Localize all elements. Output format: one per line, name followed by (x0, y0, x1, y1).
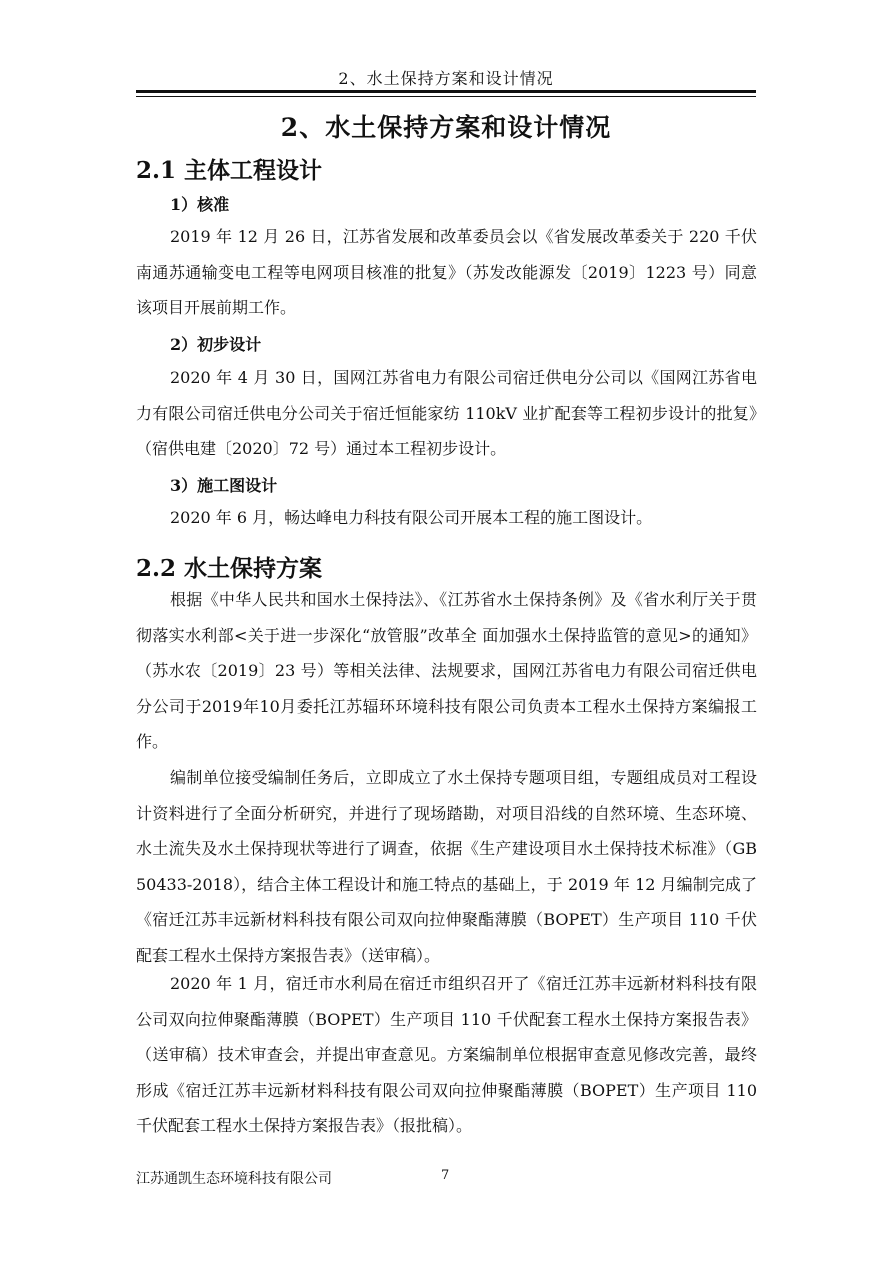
approval-heading: 1）核准 (170, 195, 230, 214)
running-header: 2、水土保持方案和设计情况 (338, 69, 554, 88)
header-rule-thick (136, 90, 756, 93)
plan-paragraph-3: 2020 年 1 月，宿迁市水利局在宿迁市组织召开了《宿迁江苏丰远新材料科技有限公司双向拉伸聚酯薄膜（BOPET）生产项目 110 千伏配套工程水土保持方案报告表》（送审稿）技术审查会，并提出审查意见。方案编制单位根据审查意见修改完善，最终形成《宿迁江苏丰远新材料科技有限公司双向拉伸聚酯薄膜（BOPET）生产项目 110 千伏配套工程水土保持方案报告表》（报批稿）。 (136, 974, 757, 1135)
plan-paragraph-2: 编制单位接受编制任务后，立即成立了水土保持专题项目组，专题组成员对工程设计资料进行了全面分析研究，并进行了现场踏勘，对项目沿线的自然环境、生态环境、水土流失及水土保持现状等进行了调查，依据《生产建设项目水土保持技术标准》（GB 50433-2018），结合主体工程设计和施工特点的基础上，于 2019 年 12 月编制完成了《宿迁江苏丰远新材料科技有限公司双向拉伸聚酯薄膜（BOPET）生产项目 110 千伏配套工程水土保持方案报告表》（送审稿）。 (136, 768, 757, 965)
chapter-title: 2、水土保持方案和设计情况 (280, 113, 612, 142)
construction-drawing-heading: 3）施工图设计 (170, 476, 278, 495)
plan-paragraph-1: 根据《中华人民共和国水土保持法》、《江苏省水土保持条例》及《省水利厅关于贯彻落实水利部<关于进一步深化“放管服”改革全 面加强水土保持监管的意见>的通知》（苏水农〔2019〕23 号）等相关法律、法规要求，国网江苏省电力有限公司宿迁供电分公司于2019年10月委托江苏辐环环境科技有限公司负责本工程水土保持方案编报工作。 (136, 590, 757, 751)
construction-drawing-paragraph: 2020 年 6 月，畅达峰电力科技有限公司开展本工程的施工图设计。 (170, 508, 653, 527)
preliminary-design-paragraph: 2020 年 4 月 30 日，国网江苏省电力有限公司宿迁供电分公司以《国网江苏省电力有限公司宿迁供电分公司关于宿迁恒能家纺 110kV 业扩配套等工程初步设计的批复》（宿供电建〔2020〕72 号）通过本工程初步设计。 (136, 368, 757, 458)
section-2-1-heading: 2.1 主体工程设计 (136, 157, 323, 184)
page-number: 7 (441, 1168, 450, 1183)
section-2-2-heading: 2.2 水土保持方案 (136, 555, 323, 582)
preliminary-design-heading: 2）初步设计 (170, 335, 262, 354)
header-rule-thin (136, 96, 756, 97)
footer-company: 江苏通凯生态环境科技有限公司 (136, 1171, 332, 1187)
approval-paragraph: 2019 年 12 月 26 日，江苏省发展和改革委员会以《省发展改革委关于 220 千伏南通苏通输变电工程等电网项目核准的批复》（苏发改能源发〔2019〕1223 号）同意该项目开展前期工作。 (136, 227, 757, 317)
